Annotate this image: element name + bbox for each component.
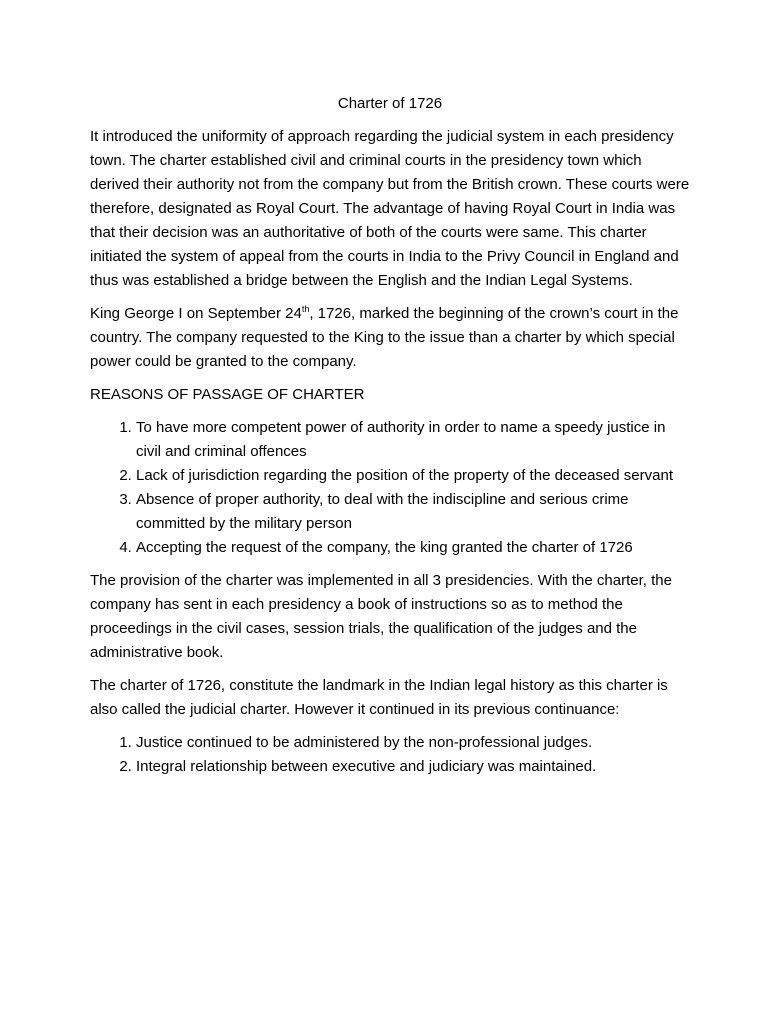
list-item: 1. Justice continued to be administered by the non-professional judges. [136,731,690,755]
list-item: 1. To have more competent power of authority in order to name a speedy justice in civil and criminal offences [136,416,690,464]
document-title: Charter of 1726 [337,95,443,112]
king-paragraph-start: King George I on September 24 [90,305,302,322]
king-paragraph-end: , 1726, marked the beginning of the crown’s court in the country. The company requested to the King to the issue than a charter by which special power could be granted to the company. [90,305,679,370]
list-item: 4. Accepting the request of the company, the king granted the charter of 1726 [136,536,690,560]
list-item: 2. Integral relationship between executive and judiciary was maintained. [136,755,690,779]
list-item: 3. Absence of proper authority, to deal with the indiscipline and serious crime committed by the military person [136,488,690,536]
king-george-paragraph [90,302,690,374]
provision-paragraph: The provision of the charter was implemented in all 3 presidencies. With the charter, the company has sent in each presidency a book of instructions so as to method the proceedings in the civil cases, session trials, the qualification of the judges and the administrative book. [90,572,672,661]
document-page [90,92,690,788]
intro-paragraph: It introduced the uniformity of approach regarding the judicial system in each presidency town. The charter established civil and criminal courts in the presidency town which derived their authority not from the company but from the British crown. These courts were therefore, designated as Royal Court. The advantage of having Royal Court in India was that their decision was an authoritative of both of the courts were same. This charter initiated the system of appeal from the courts in India to the Privy Council in England and thus was established a bridge between the English and the Indian Legal Systems. [90,128,690,289]
reasons-list [90,416,690,560]
ordinal-suffix: th [301,304,310,314]
landmark-paragraph: The charter of 1726, constitute the landmark in the Indian legal history as this charter is also called the judicial charter. However it continued in its previous continuance: [90,677,668,718]
list-item: 2. Lack of jurisdiction regarding the position of the property of the deceased servant [136,464,690,488]
reasons-heading: REASONS OF PASSAGE OF CHARTER [90,386,365,403]
continuance-list [90,731,690,779]
